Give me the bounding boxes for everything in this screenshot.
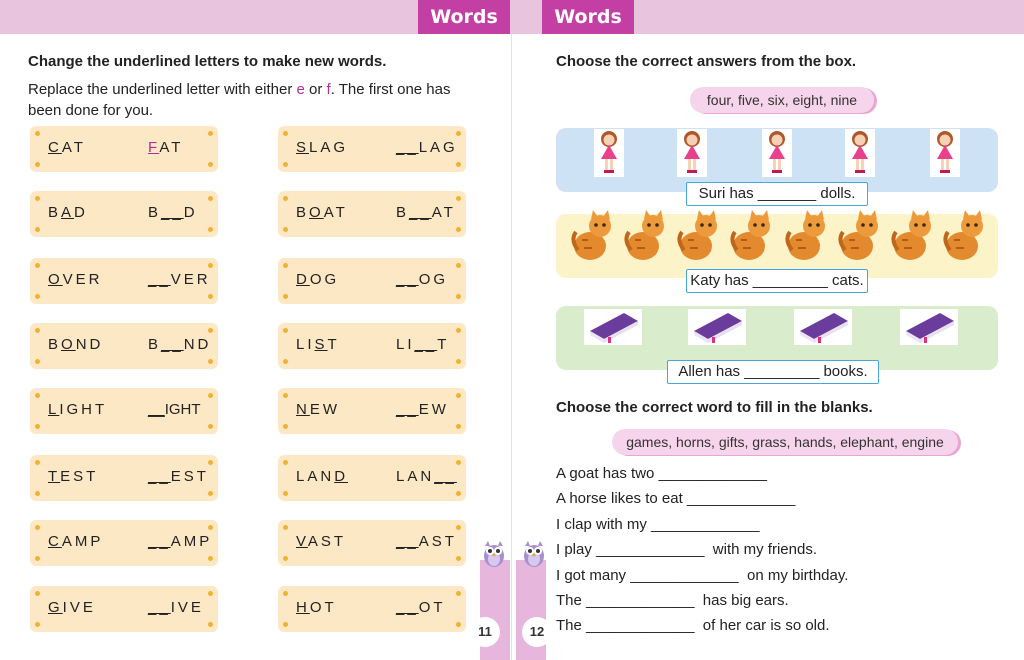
new-word-blank <box>396 204 456 221</box>
underlined-part: N <box>296 401 310 418</box>
card-dot <box>456 294 461 299</box>
dolls-caption: Suri has _______ dolls. <box>686 182 868 206</box>
card-dot <box>208 294 213 299</box>
card-dot <box>283 525 288 530</box>
word-part: AMP <box>170 533 213 550</box>
word-part: OG <box>418 271 449 288</box>
word-part: IGHT <box>59 401 108 418</box>
word-part: VER <box>170 271 211 288</box>
original-word <box>296 336 340 353</box>
instruction-or: or <box>304 81 327 98</box>
right-page-number: 12 <box>522 617 552 647</box>
word-part: AST <box>418 533 457 550</box>
underlined-part: __ <box>414 336 438 353</box>
instruction-part1: Replace the underlined letter with either <box>28 81 297 98</box>
card-dot <box>35 622 40 627</box>
word-part: EST <box>170 468 209 485</box>
underlined-part: F <box>148 139 160 156</box>
underlined-part: S <box>296 139 310 156</box>
card-dot <box>283 294 288 299</box>
word-part: LAG <box>418 139 458 156</box>
new-word-blank <box>396 599 446 616</box>
new-word-blank <box>148 533 212 550</box>
card-dot <box>208 460 213 465</box>
word-part: D <box>183 204 198 221</box>
word-card <box>278 455 466 501</box>
card-dot <box>35 294 40 299</box>
card-dot <box>456 525 461 530</box>
card-dot <box>283 460 288 465</box>
word-part: LI <box>396 336 415 353</box>
card-dot <box>456 196 461 201</box>
underlined-part: __ <box>396 533 419 550</box>
original-word <box>48 533 103 550</box>
original-word <box>296 533 346 550</box>
underlined-part: O <box>48 271 63 288</box>
left-section-tab: Words <box>418 0 510 34</box>
original-word <box>296 204 348 221</box>
underlined-part: D <box>334 468 349 485</box>
right-heading-2: Choose the correct word to fill in the blanks. <box>556 399 873 416</box>
card-dot <box>208 328 213 333</box>
word-part: T <box>437 336 450 353</box>
word-part: B <box>48 336 62 353</box>
card-dot <box>283 263 288 268</box>
card-dot <box>456 460 461 465</box>
word-part: LI <box>296 336 315 353</box>
card-dot <box>35 460 40 465</box>
doll-icon <box>677 129 707 177</box>
sentence-line: A horse likes to eat _____________ <box>556 490 796 507</box>
card-dot <box>283 622 288 627</box>
word-part: D <box>74 204 88 221</box>
answer-box-words: games, horns, gifts, grass, hands, elephant, engine <box>612 429 958 455</box>
card-dot <box>283 424 288 429</box>
word-part: OG <box>309 271 340 288</box>
instruction-letter-f: f <box>326 81 331 98</box>
new-word-blank <box>148 204 198 221</box>
card-dot <box>208 359 213 364</box>
card-dot <box>456 227 461 232</box>
new-word-blank <box>396 336 449 353</box>
word-part: IGHT <box>164 401 201 418</box>
card-dot <box>283 556 288 561</box>
book-icon <box>900 309 958 345</box>
card-dot <box>283 591 288 596</box>
original-word <box>296 401 340 418</box>
new-word-blank <box>396 139 458 156</box>
original-word <box>48 271 103 288</box>
underlined-part: __ <box>396 139 419 156</box>
sentence-line: A goat has two _____________ <box>556 465 768 482</box>
word-part: EW <box>309 401 341 418</box>
cat-icon <box>890 210 936 262</box>
word-part: B <box>48 204 62 221</box>
word-card <box>278 520 466 566</box>
underlined-part: __ <box>396 401 419 418</box>
card-dot <box>208 131 213 136</box>
word-card <box>30 126 218 172</box>
underlined-part: O <box>309 204 324 221</box>
card-dot <box>35 393 40 398</box>
sentence-line: I clap with my _____________ <box>556 516 760 533</box>
word-part: LAG <box>309 139 349 156</box>
card-dot <box>208 196 213 201</box>
left-heading: Change the underlined letters to make new words. <box>28 53 387 70</box>
sentence-line: The _____________ has big ears. <box>556 592 789 609</box>
card-dot <box>283 227 288 232</box>
original-word <box>48 401 107 418</box>
word-card <box>30 191 218 237</box>
underlined-part: T <box>48 468 61 485</box>
word-part: AT <box>431 204 456 221</box>
word-part: AT <box>61 139 86 156</box>
owl-icon <box>520 538 548 568</box>
word-card <box>278 586 466 632</box>
original-word <box>48 336 103 353</box>
original-word <box>48 468 98 485</box>
card-dot <box>456 393 461 398</box>
cat-icon <box>784 210 830 262</box>
card-dot <box>35 359 40 364</box>
word-part: ND <box>183 336 212 353</box>
word-part: B <box>296 204 310 221</box>
book-icon <box>688 309 746 345</box>
card-dot <box>456 622 461 627</box>
card-dot <box>35 424 40 429</box>
card-dot <box>35 525 40 530</box>
original-word <box>48 599 96 616</box>
card-dot <box>456 591 461 596</box>
right-page <box>512 0 1024 660</box>
original-word <box>296 271 339 288</box>
original-word <box>48 139 86 156</box>
card-dot <box>283 162 288 167</box>
card-dot <box>208 263 213 268</box>
card-dot <box>456 424 461 429</box>
left-instruction <box>28 79 478 121</box>
underlined-part: H <box>296 599 310 616</box>
card-dot <box>208 162 213 167</box>
card-dot <box>35 556 40 561</box>
original-word <box>48 204 88 221</box>
underlined-part: C <box>48 139 62 156</box>
word-card <box>278 388 466 434</box>
word-card <box>30 258 218 304</box>
new-word-blank <box>148 468 209 485</box>
card-dot <box>208 525 213 530</box>
underlined-part: __ <box>161 204 184 221</box>
original-word <box>296 599 337 616</box>
word-card <box>278 258 466 304</box>
card-dot <box>35 263 40 268</box>
word-part: OT <box>418 599 446 616</box>
original-word <box>296 139 348 156</box>
new-word-blank <box>148 336 211 353</box>
word-part: OT <box>309 599 337 616</box>
doll-icon <box>762 129 792 177</box>
book-icon <box>584 309 642 345</box>
word-part: IVE <box>170 599 204 616</box>
card-dot <box>208 227 213 232</box>
cat-icon <box>623 210 669 262</box>
card-dot <box>456 162 461 167</box>
doll-icon <box>930 129 960 177</box>
card-dot <box>456 556 461 561</box>
right-heading-1: Choose the correct answers from the box. <box>556 53 857 70</box>
word-card <box>278 323 466 369</box>
cat-icon <box>570 210 616 262</box>
new-word-blank <box>148 271 211 288</box>
sentence-line: I got many _____________ on my birthday. <box>556 567 849 584</box>
new-word-blank <box>148 139 183 156</box>
word-part: B <box>148 204 162 221</box>
word-part: B <box>148 336 162 353</box>
word-card <box>30 586 218 632</box>
instruction-letter-e: e <box>296 81 305 98</box>
card-dot <box>456 131 461 136</box>
card-dot <box>208 424 213 429</box>
new-word-blank <box>396 271 448 288</box>
book-icon <box>794 309 852 345</box>
underlined-part: __ <box>409 204 432 221</box>
card-dot <box>208 491 213 496</box>
card-dot <box>456 359 461 364</box>
sentence-line: I play _____________ with my friends. <box>556 541 817 558</box>
word-part: AT <box>323 204 348 221</box>
cat-icon <box>729 210 775 262</box>
underlined-part: C <box>48 533 62 550</box>
underlined-part: L <box>48 401 60 418</box>
cat-icon <box>676 210 722 262</box>
new-word-blank <box>396 468 457 485</box>
word-card <box>30 520 218 566</box>
underlined-part: D <box>296 271 310 288</box>
underlined-part: __ <box>396 599 419 616</box>
underlined-part: __ <box>396 271 419 288</box>
underlined-part: __ <box>434 468 457 485</box>
left-page-number: 11 <box>470 617 500 647</box>
word-part: VER <box>62 271 103 288</box>
word-part: AST <box>307 533 347 550</box>
answer-box-numbers: four, five, six, eight, nine <box>690 87 874 113</box>
card-dot <box>35 131 40 136</box>
word-part: T <box>327 336 340 353</box>
word-part: EW <box>418 401 449 418</box>
word-part: LAN <box>396 468 435 485</box>
word-part: EST <box>60 468 99 485</box>
card-dot <box>35 196 40 201</box>
word-part: B <box>396 204 410 221</box>
card-dot <box>35 227 40 232</box>
underlined-part: V <box>296 533 308 550</box>
word-part: IVE <box>62 599 96 616</box>
card-dot <box>208 591 213 596</box>
card-dot <box>283 359 288 364</box>
sentence-line: The _____________ of her car is so old. <box>556 617 830 634</box>
card-dot <box>35 491 40 496</box>
word-card <box>278 191 466 237</box>
owl-icon <box>480 538 508 568</box>
card-dot <box>283 196 288 201</box>
card-dot <box>283 131 288 136</box>
card-dot <box>208 393 213 398</box>
underlined-part: __ <box>148 468 171 485</box>
word-card <box>30 455 218 501</box>
underlined-part: __ <box>148 271 171 288</box>
instruction-part2: . The first one has been done for you. <box>28 81 451 119</box>
word-card <box>278 126 466 172</box>
cat-icon <box>837 210 883 262</box>
books-caption: Allen has _________ books. <box>667 360 879 384</box>
card-dot <box>456 328 461 333</box>
underlined-part: O <box>61 336 76 353</box>
card-dot <box>456 263 461 268</box>
card-dot <box>208 556 213 561</box>
word-card <box>30 388 218 434</box>
card-dot <box>456 491 461 496</box>
right-section-tab: Words <box>542 0 634 34</box>
new-word-blank <box>396 533 457 550</box>
new-word-blank <box>148 599 204 616</box>
underlined-part: S <box>314 336 328 353</box>
word-part: AMP <box>61 533 104 550</box>
word-part: AT <box>159 139 184 156</box>
card-dot <box>35 591 40 596</box>
underlined-part: G <box>48 599 63 616</box>
word-part: LAN <box>296 468 335 485</box>
cats-caption: Katy has _________ cats. <box>686 269 868 293</box>
underlined-part: A <box>61 204 75 221</box>
underlined-part: __ <box>161 336 184 353</box>
doll-icon <box>594 129 624 177</box>
card-dot <box>208 622 213 627</box>
word-part: ND <box>75 336 104 353</box>
underlined-part: __ <box>148 401 165 418</box>
original-word <box>296 468 348 485</box>
card-dot <box>283 328 288 333</box>
new-word-blank <box>396 401 449 418</box>
card-dot <box>283 491 288 496</box>
word-card <box>30 323 218 369</box>
underlined-part: __ <box>148 533 171 550</box>
card-dot <box>35 328 40 333</box>
cat-icon <box>942 210 988 262</box>
card-dot <box>283 393 288 398</box>
doll-icon <box>845 129 875 177</box>
underlined-part: __ <box>148 599 171 616</box>
card-dot <box>35 162 40 167</box>
new-word-blank <box>148 401 201 418</box>
